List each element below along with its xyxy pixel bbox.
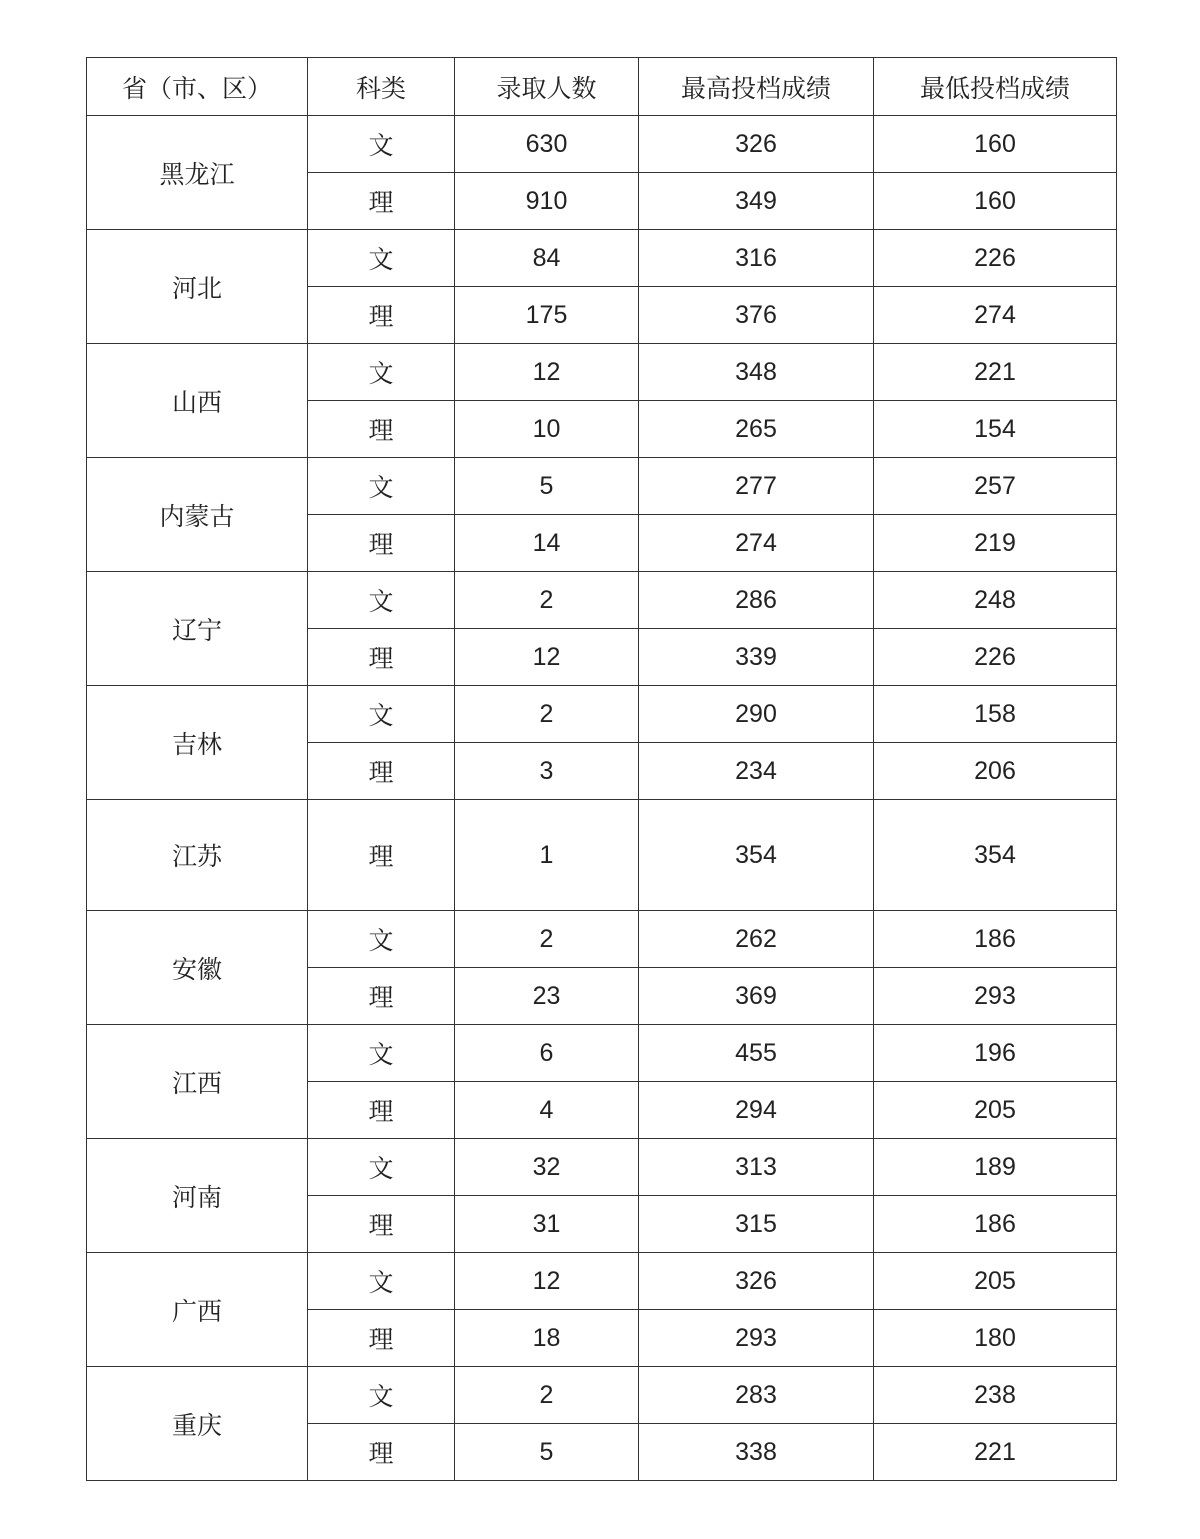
province-cell: 吉林 [87, 686, 308, 800]
max-score-cell: 290 [639, 686, 874, 743]
table-row [87, 800, 1117, 911]
admitted-cell: 14 [455, 515, 639, 572]
header-min-score: 最低投档成绩 [874, 58, 1117, 116]
min-score-cell: 221 [874, 344, 1117, 401]
min-score-cell: 248 [874, 572, 1117, 629]
min-score-cell: 354 [874, 800, 1117, 911]
max-score-cell: 349 [639, 173, 874, 230]
min-score-cell: 221 [874, 1424, 1117, 1481]
header-province: 省（市、区） [87, 58, 308, 116]
table-row [87, 230, 1117, 287]
max-score-cell: 348 [639, 344, 874, 401]
table-row [87, 1253, 1117, 1310]
header-row [87, 58, 1117, 116]
admitted-cell: 175 [455, 287, 639, 344]
track-cell: 理 [308, 968, 455, 1025]
track-cell: 理 [308, 1310, 455, 1367]
track-cell: 理 [308, 1424, 455, 1481]
admitted-cell: 910 [455, 173, 639, 230]
table-row [87, 1139, 1117, 1196]
province-cell: 河南 [87, 1139, 308, 1253]
max-score-cell: 315 [639, 1196, 874, 1253]
header-admitted: 录取人数 [455, 58, 639, 116]
max-score-cell: 313 [639, 1139, 874, 1196]
header-max-score: 最高投档成绩 [639, 58, 874, 116]
max-score-cell: 286 [639, 572, 874, 629]
table-row [87, 458, 1117, 515]
min-score-cell: 196 [874, 1025, 1117, 1082]
province-cell: 重庆 [87, 1367, 308, 1481]
province-cell: 黑龙江 [87, 116, 308, 230]
max-score-cell: 294 [639, 1082, 874, 1139]
max-score-cell: 265 [639, 401, 874, 458]
track-cell: 理 [308, 743, 455, 800]
track-cell: 理 [308, 629, 455, 686]
table-row [87, 1025, 1117, 1082]
min-score-cell: 257 [874, 458, 1117, 515]
max-score-cell: 376 [639, 287, 874, 344]
max-score-cell: 316 [639, 230, 874, 287]
admitted-cell: 630 [455, 116, 639, 173]
admitted-cell: 3 [455, 743, 639, 800]
admitted-cell: 10 [455, 401, 639, 458]
min-score-cell: 205 [874, 1082, 1117, 1139]
admitted-cell: 2 [455, 911, 639, 968]
max-score-cell: 326 [639, 1253, 874, 1310]
admitted-cell: 23 [455, 968, 639, 1025]
min-score-cell: 154 [874, 401, 1117, 458]
admitted-cell: 5 [455, 458, 639, 515]
province-cell: 江西 [87, 1025, 308, 1139]
track-cell: 理 [308, 173, 455, 230]
min-score-cell: 206 [874, 743, 1117, 800]
admitted-cell: 12 [455, 629, 639, 686]
max-score-cell: 455 [639, 1025, 874, 1082]
admitted-cell: 2 [455, 1367, 639, 1424]
track-cell: 理 [308, 800, 455, 911]
min-score-cell: 186 [874, 1196, 1117, 1253]
max-score-cell: 234 [639, 743, 874, 800]
table-row [87, 686, 1117, 743]
table-row [87, 911, 1117, 968]
track-cell: 文 [308, 1253, 455, 1310]
admitted-cell: 2 [455, 686, 639, 743]
admitted-cell: 1 [455, 800, 639, 911]
min-score-cell: 160 [874, 116, 1117, 173]
table-body [87, 116, 1117, 1481]
track-cell: 文 [308, 1025, 455, 1082]
min-score-cell: 186 [874, 911, 1117, 968]
province-cell: 山西 [87, 344, 308, 458]
max-score-cell: 293 [639, 1310, 874, 1367]
track-cell: 理 [308, 1082, 455, 1139]
track-cell: 理 [308, 401, 455, 458]
admitted-cell: 12 [455, 344, 639, 401]
track-cell: 文 [308, 572, 455, 629]
track-cell: 理 [308, 1196, 455, 1253]
max-score-cell: 262 [639, 911, 874, 968]
min-score-cell: 226 [874, 629, 1117, 686]
admitted-cell: 5 [455, 1424, 639, 1481]
track-cell: 理 [308, 287, 455, 344]
track-cell: 理 [308, 515, 455, 572]
header-track: 科类 [308, 58, 455, 116]
track-cell: 文 [308, 230, 455, 287]
min-score-cell: 238 [874, 1367, 1117, 1424]
province-cell: 辽宁 [87, 572, 308, 686]
max-score-cell: 274 [639, 515, 874, 572]
admitted-cell: 6 [455, 1025, 639, 1082]
province-cell: 江苏 [87, 800, 308, 911]
track-cell: 文 [308, 116, 455, 173]
province-cell: 广西 [87, 1253, 308, 1367]
admitted-cell: 32 [455, 1139, 639, 1196]
admitted-cell: 4 [455, 1082, 639, 1139]
min-score-cell: 274 [874, 287, 1117, 344]
max-score-cell: 369 [639, 968, 874, 1025]
admitted-cell: 31 [455, 1196, 639, 1253]
track-cell: 文 [308, 1139, 455, 1196]
admitted-cell: 18 [455, 1310, 639, 1367]
table-row [87, 116, 1117, 173]
max-score-cell: 339 [639, 629, 874, 686]
min-score-cell: 180 [874, 1310, 1117, 1367]
min-score-cell: 158 [874, 686, 1117, 743]
province-cell: 安徽 [87, 911, 308, 1025]
admitted-cell: 12 [455, 1253, 639, 1310]
admitted-cell: 84 [455, 230, 639, 287]
table-row [87, 344, 1117, 401]
track-cell: 文 [308, 344, 455, 401]
min-score-cell: 205 [874, 1253, 1117, 1310]
province-cell: 内蒙古 [87, 458, 308, 572]
table-row [87, 1367, 1117, 1424]
max-score-cell: 354 [639, 800, 874, 911]
max-score-cell: 283 [639, 1367, 874, 1424]
min-score-cell: 189 [874, 1139, 1117, 1196]
province-cell: 河北 [87, 230, 308, 344]
max-score-cell: 338 [639, 1424, 874, 1481]
max-score-cell: 277 [639, 458, 874, 515]
min-score-cell: 293 [874, 968, 1117, 1025]
track-cell: 文 [308, 1367, 455, 1424]
admitted-cell: 2 [455, 572, 639, 629]
min-score-cell: 160 [874, 173, 1117, 230]
admission-score-table [86, 57, 1117, 1481]
track-cell: 文 [308, 458, 455, 515]
max-score-cell: 326 [639, 116, 874, 173]
min-score-cell: 219 [874, 515, 1117, 572]
track-cell: 文 [308, 911, 455, 968]
table-row [87, 572, 1117, 629]
track-cell: 文 [308, 686, 455, 743]
min-score-cell: 226 [874, 230, 1117, 287]
